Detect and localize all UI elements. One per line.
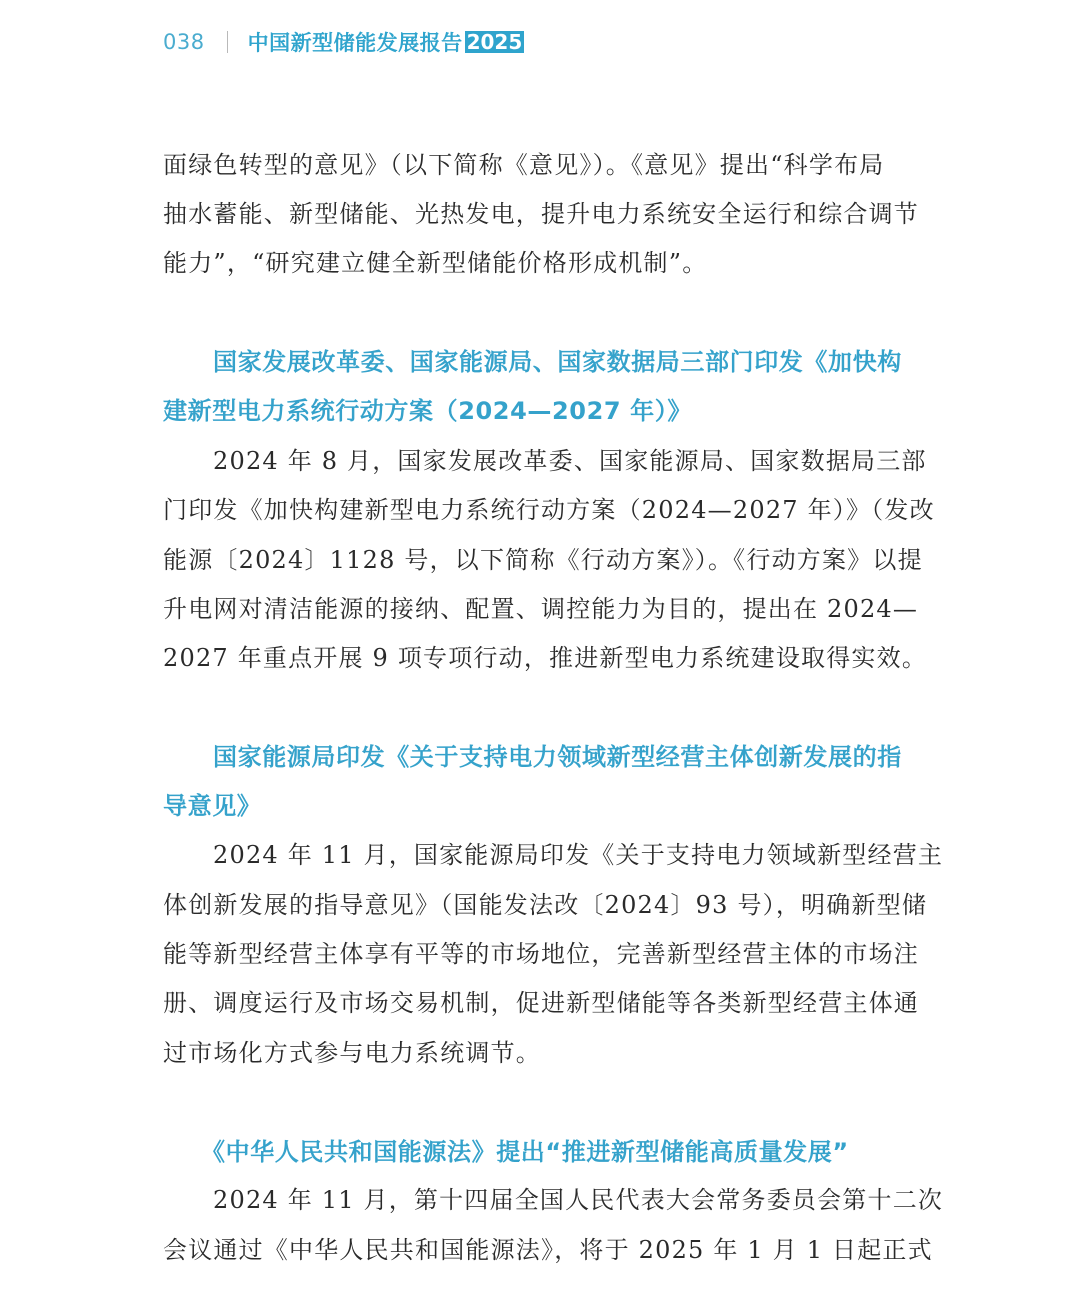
text-line: 门印发《加快构建新型电力系统行动方案（2024—2027 年）》（发改 xyxy=(163,496,935,524)
page-header xyxy=(163,27,524,57)
text-line: 2024 年 11 月，国家能源局印发《关于支持电力领域新型经营主 xyxy=(213,841,944,869)
text-line: 过市场化方式参与电力系统调节。 xyxy=(163,1039,541,1067)
heading-line: 导意见》 xyxy=(163,792,262,820)
header-divider xyxy=(227,31,228,53)
year-badge: 2025 xyxy=(466,30,523,54)
text-line: 2024 年 8 月，国家发展改革委、国家能源局、国家数据局三部 xyxy=(213,447,927,475)
book-title: 中国新型储能发展报告 xyxy=(247,31,463,55)
heading-line: 建新型电力系统行动方案（2024—2027 年）》 xyxy=(163,397,692,425)
text-line: 能源〔2024〕1128 号，以下简称《行动方案》）。《行动方案》以提 xyxy=(163,546,923,574)
text-line: 册、调度运行及市场交易机制，促进新型储能等各类新型经营主体通 xyxy=(163,989,919,1017)
heading-line: 国家发展改革委、国家能源局、国家数据局三部门印发《加快构 xyxy=(213,348,902,376)
heading-line: 《中华人民共和国能源法》提出“推进新型储能高质量发展” xyxy=(201,1138,849,1166)
text-line: 能力”，“研究建立健全新型储能价格形成机制”。 xyxy=(163,249,708,277)
text-line: 2024 年 11 月，第十四届全国人民代表大会常务委员会第十二次 xyxy=(213,1186,944,1214)
page-number: 038 xyxy=(163,30,205,54)
heading-line: 国家能源局印发《关于支持电力领域新型经营主体创新发展的指 xyxy=(213,743,902,771)
text-line: 抽水蓄能、新型储能、光热发电，提升电力系统安全运行和综合调节 xyxy=(163,200,919,228)
text-line: 面绿色转型的意见》（以下简称《意见》）。《意见》提出“科学布局 xyxy=(163,151,885,179)
text-line: 2027 年重点开展 9 项专项行动，推进新型电力系统建设取得实效。 xyxy=(163,644,928,672)
text-line: 能等新型经营主体享有平等的市场地位，完善新型经营主体的市场注 xyxy=(163,940,919,968)
text-line: 升电网对清洁能源的接纳、配置、调控能力为目的，提出在 2024— xyxy=(163,595,919,623)
text-line: 体创新发展的指导意见》（国能发法改〔2024〕93 号），明确新型储 xyxy=(163,891,928,919)
text-line: 会议通过《中华人民共和国能源法》，将于 2025 年 1 月 1 日起正式 xyxy=(163,1236,933,1264)
